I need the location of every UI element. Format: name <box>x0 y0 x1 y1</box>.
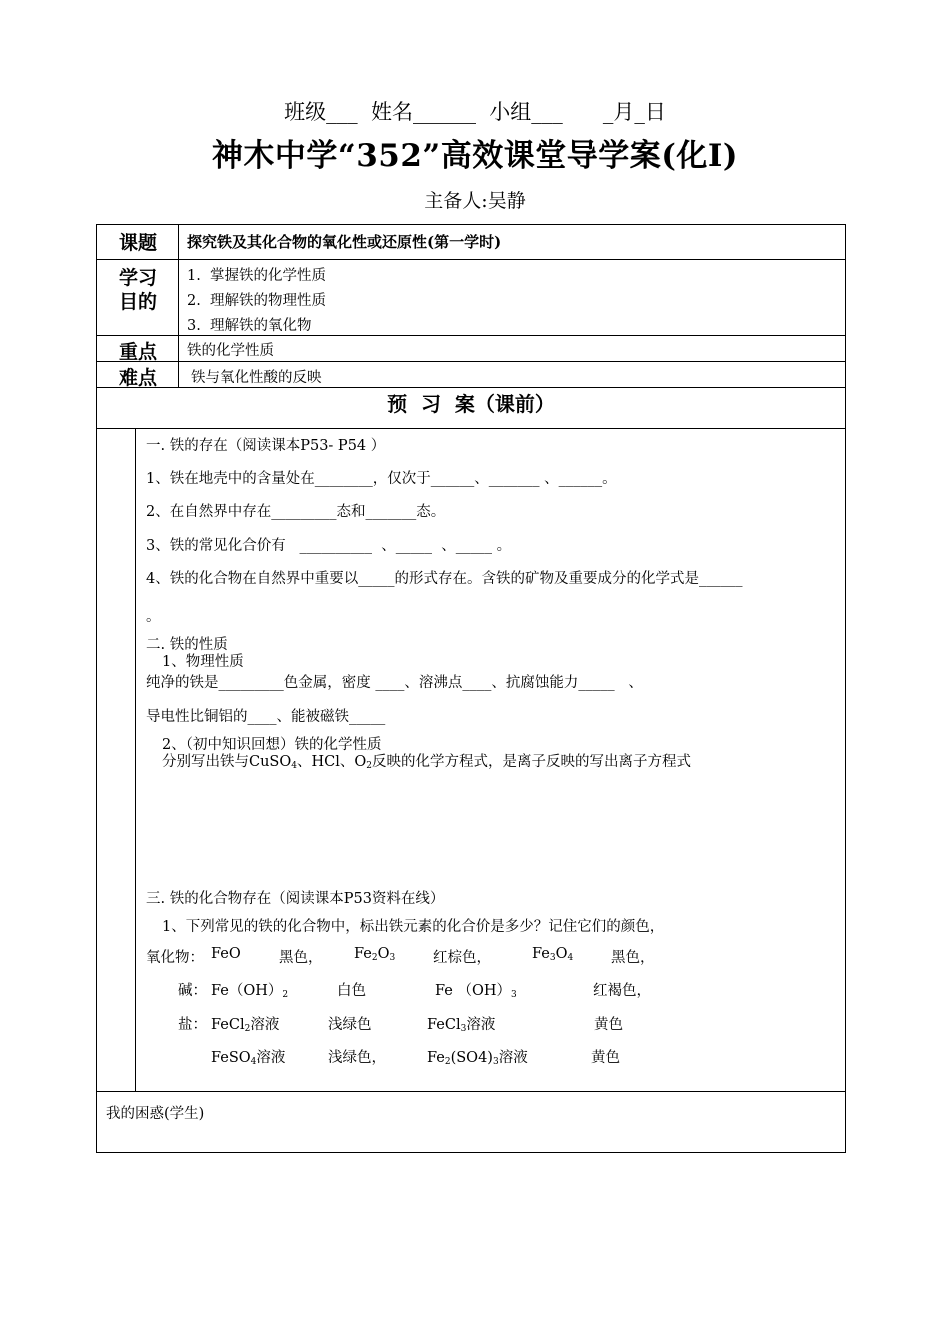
question-text: 2、在自然界中存在_________态和_______态。 <box>146 504 446 520</box>
section-2-title: 二. 铁的性质 <box>146 637 228 653</box>
compound-color: 黑色， <box>611 950 655 966</box>
compound-color: 红棕色， <box>433 950 491 966</box>
compound-color: 红褐色， <box>593 983 651 999</box>
question-text <box>162 750 691 771</box>
row-divider <box>97 335 845 336</box>
compound-color: 浅绿色 <box>328 1017 372 1033</box>
formula-part: Fe <box>354 946 372 962</box>
subsection-title: 2、（初中知识回想）铁的化学性质 <box>162 737 382 753</box>
question-text: 纯净的铁是_________色金属，密度 ____、溶沸点____、抗腐蚀能力_____ 、 <box>146 675 643 691</box>
compound-formula <box>427 1046 528 1067</box>
goal-item: 1. 掌握铁的化学性质 <box>187 268 327 284</box>
text-part: 反映的化学方程式，是离子反映的写出离子方程式 <box>372 754 691 770</box>
column-divider <box>178 225 179 387</box>
compound-formula <box>427 1013 495 1034</box>
formula-part: 溶液 <box>250 1017 280 1033</box>
formula-part: 溶液 <box>256 1050 286 1066</box>
formula-part: FeSO <box>211 1050 251 1066</box>
goal-item: 3. 理解铁的氧化物 <box>187 318 312 334</box>
formula-part: O <box>555 946 568 962</box>
question-text: 4、铁的化合物在自然界中重要以_____的形式存在。含铁的矿物及重要成分的化学式是______ <box>146 571 743 587</box>
key-point-label: 重点 <box>118 341 157 363</box>
formula-part: O <box>377 946 390 962</box>
difficulty-label: 难点 <box>118 367 157 389</box>
formula-part: Fe <box>532 946 550 962</box>
goals-label-line1: 学习 <box>118 267 157 289</box>
page-title: 神木中学“352”高效课堂导学案(化Ⅰ) <box>211 138 739 174</box>
section-1-title: 一. 铁的存在（阅读课本P53- P54 ） <box>146 438 386 454</box>
question-text: 1、下列常见的铁的化合物中，标出铁元素的化合价是多少？记住它们的颜色， <box>162 919 665 935</box>
subscript: 3 <box>549 953 556 963</box>
goals-label-line2: 目的 <box>118 291 157 313</box>
subscript: 3 <box>492 1057 499 1067</box>
oxide-label: 氧化物： <box>146 950 204 966</box>
student-info-line: 班级___ 姓名______ 小组___ _月_日 <box>284 100 666 124</box>
subscript: 2 <box>371 953 378 963</box>
compound-color: 黄色 <box>594 1017 623 1033</box>
formula-part: (SO4) <box>450 1050 493 1066</box>
compound-color: 黑色， <box>279 950 323 966</box>
subscript: 4 <box>250 1057 257 1067</box>
subscript: 2 <box>366 761 372 771</box>
topic-text: 探究铁及其化合物的氧化性或还原性(第一学时) <box>187 233 502 251</box>
formula-part: FeCl <box>211 1017 245 1033</box>
row-divider <box>97 361 845 362</box>
salt-label: 盐： <box>178 1017 207 1033</box>
goal-item: 2. 理解铁的物理性质 <box>187 293 327 309</box>
preview-section-title: 预 习 案（课前） <box>387 392 555 416</box>
subscript: 2 <box>282 990 289 1000</box>
row-divider <box>97 259 845 260</box>
subscript: 4 <box>291 761 297 771</box>
compound-formula <box>354 946 395 963</box>
question-text: 1、铁在地壳中的含量处在________，仅次于______、_______ 、______。 <box>146 471 617 487</box>
subscript: 3 <box>511 990 517 1000</box>
compound-formula <box>211 979 288 1000</box>
question-text: 3、铁的常见化合价有 __________ 、_____ 、_____ 。 <box>146 538 512 554</box>
section-3-title: 三. 铁的化合物存在（阅读课本P53资料在线） <box>146 891 445 907</box>
compound-color: 浅绿色， <box>328 1050 386 1066</box>
formula-part: Fe <box>427 1050 445 1066</box>
subscript: 2 <box>444 1057 451 1067</box>
row-divider <box>97 1091 845 1092</box>
formula-part: FeCl <box>427 1017 461 1033</box>
compound-formula <box>211 1046 285 1067</box>
formula-part: Fe（OH） <box>211 983 283 999</box>
compound-formula <box>211 1013 279 1034</box>
question-text-end: 。 <box>146 609 161 625</box>
student-doubts-label: 我的困惑(学生) <box>106 1106 205 1122</box>
subscript: 3 <box>389 953 396 963</box>
question-text: 导电性比铜铝的____、能被磁铁_____ <box>146 709 386 725</box>
preparer-line: 主备人:吴静 <box>424 190 526 212</box>
subscript: 3 <box>460 1024 467 1034</box>
difficulty-text: 铁与氧化性酸的反映 <box>191 370 322 386</box>
compound-formula <box>532 946 573 963</box>
formula-part: Fe （OH） <box>435 983 511 999</box>
text-part: 、HCl、O <box>297 754 367 770</box>
formula-part: FeO <box>211 946 241 962</box>
key-point-text: 铁的化学性质 <box>187 343 274 359</box>
formula-part: 溶液 <box>498 1050 528 1066</box>
compound-color: 白色 <box>337 983 366 999</box>
compound-formula <box>211 946 241 962</box>
compound-color: 黄色 <box>591 1050 620 1066</box>
base-label: 碱： <box>178 983 207 999</box>
topic-label: 课题 <box>118 232 157 254</box>
subscript: 2 <box>244 1024 251 1034</box>
formula-part: 溶液 <box>466 1017 496 1033</box>
column-divider <box>135 428 136 1091</box>
subscript: 4 <box>567 953 574 963</box>
compound-formula <box>435 979 517 1000</box>
row-divider <box>97 428 845 429</box>
subsection-title: 1、物理性质 <box>162 654 244 670</box>
text-part: 分别写出铁与CuSO <box>162 754 292 770</box>
